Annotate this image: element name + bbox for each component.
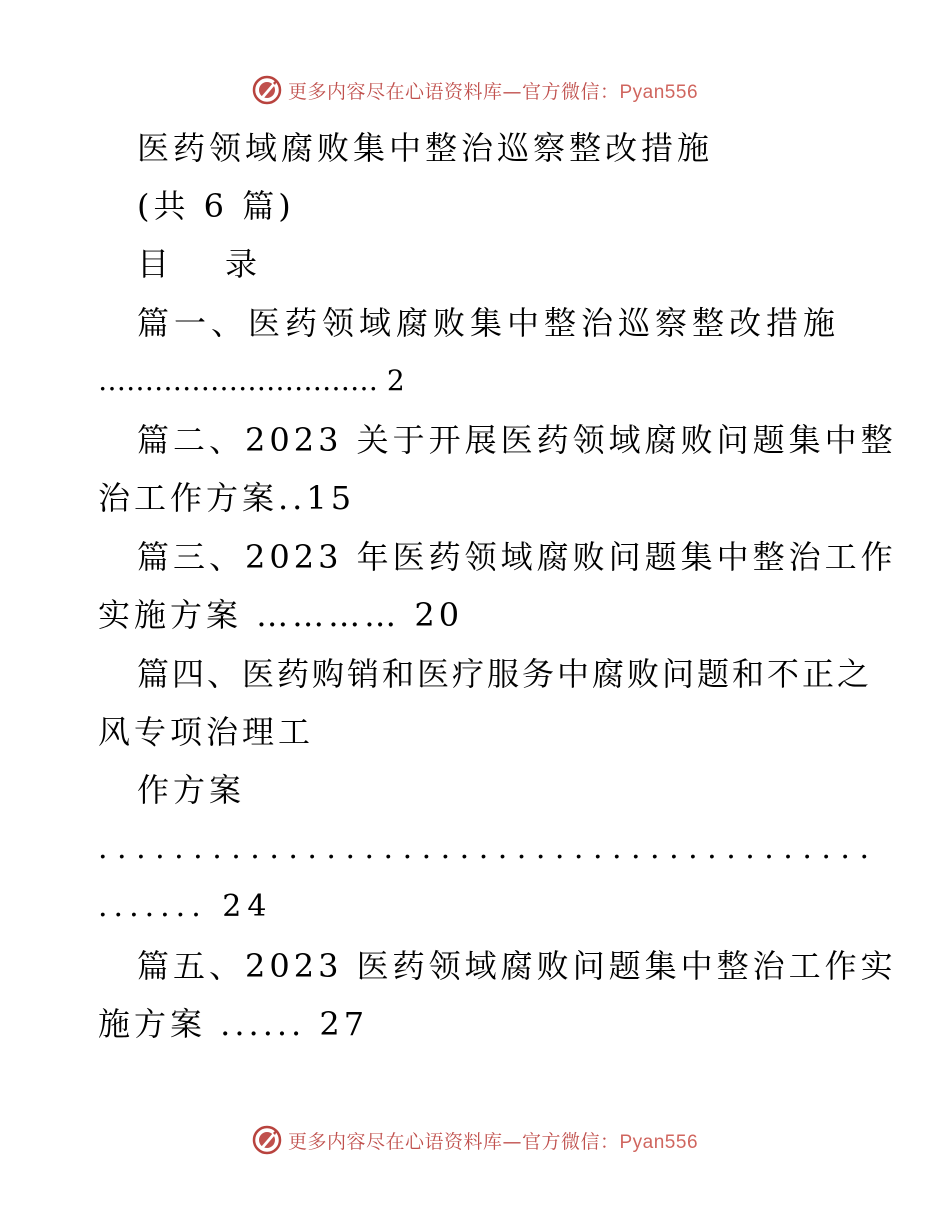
watermark-banner-top [0, 70, 950, 110]
toc-entry-4-leader: ......................................... [98, 831, 879, 866]
toc-entry-3: 篇三、2023 年医药领域腐败问题集中整治工作 [137, 538, 897, 576]
pen-seal-icon [252, 75, 282, 105]
toc-entry-2-page: 治工作方案..15 [98, 479, 356, 517]
toc-entry-3-page: 实施方案 ………… 20 [98, 596, 464, 634]
pen-seal-icon [252, 1125, 282, 1155]
toc-entry-1-page: ………………………… 2 [98, 364, 405, 397]
toc-entry-2: 篇二、2023 关于开展医药领域腐败问题集中整 [137, 421, 897, 459]
watermark-group [252, 75, 698, 105]
toc-entry-5: 篇五、2023 医药领域腐败问题集中整治工作实 [137, 947, 897, 985]
toc-entry-5-page: 施方案 ...... 27 [98, 1005, 369, 1043]
document-count: (共 6 篇) [137, 187, 295, 225]
document-title: 医药领域腐败集中整治巡察整改措施 [137, 129, 714, 167]
toc-entry-4-page: ....... 24 [98, 889, 273, 924]
toc-entry-4-cont2: 作方案 [137, 771, 246, 809]
toc-heading: 目 录 [137, 245, 270, 283]
watermark-banner-bottom [0, 1120, 950, 1160]
watermark-text: 更多内容尽在心语资料库—官方微信：Pyan556 [287, 1130, 699, 1153]
watermark-text: 更多内容尽在心语资料库—官方微信：Pyan556 [287, 80, 699, 103]
toc-entry-4: 篇四、医药购销和医疗服务中腐败问题和不正之 [137, 655, 873, 693]
toc-entry-1: 篇一、医药领域腐败集中整治巡察整改措施 [137, 304, 841, 342]
watermark-group [252, 1125, 698, 1155]
toc-entry-4-cont: 风专项治理工 [98, 713, 315, 751]
